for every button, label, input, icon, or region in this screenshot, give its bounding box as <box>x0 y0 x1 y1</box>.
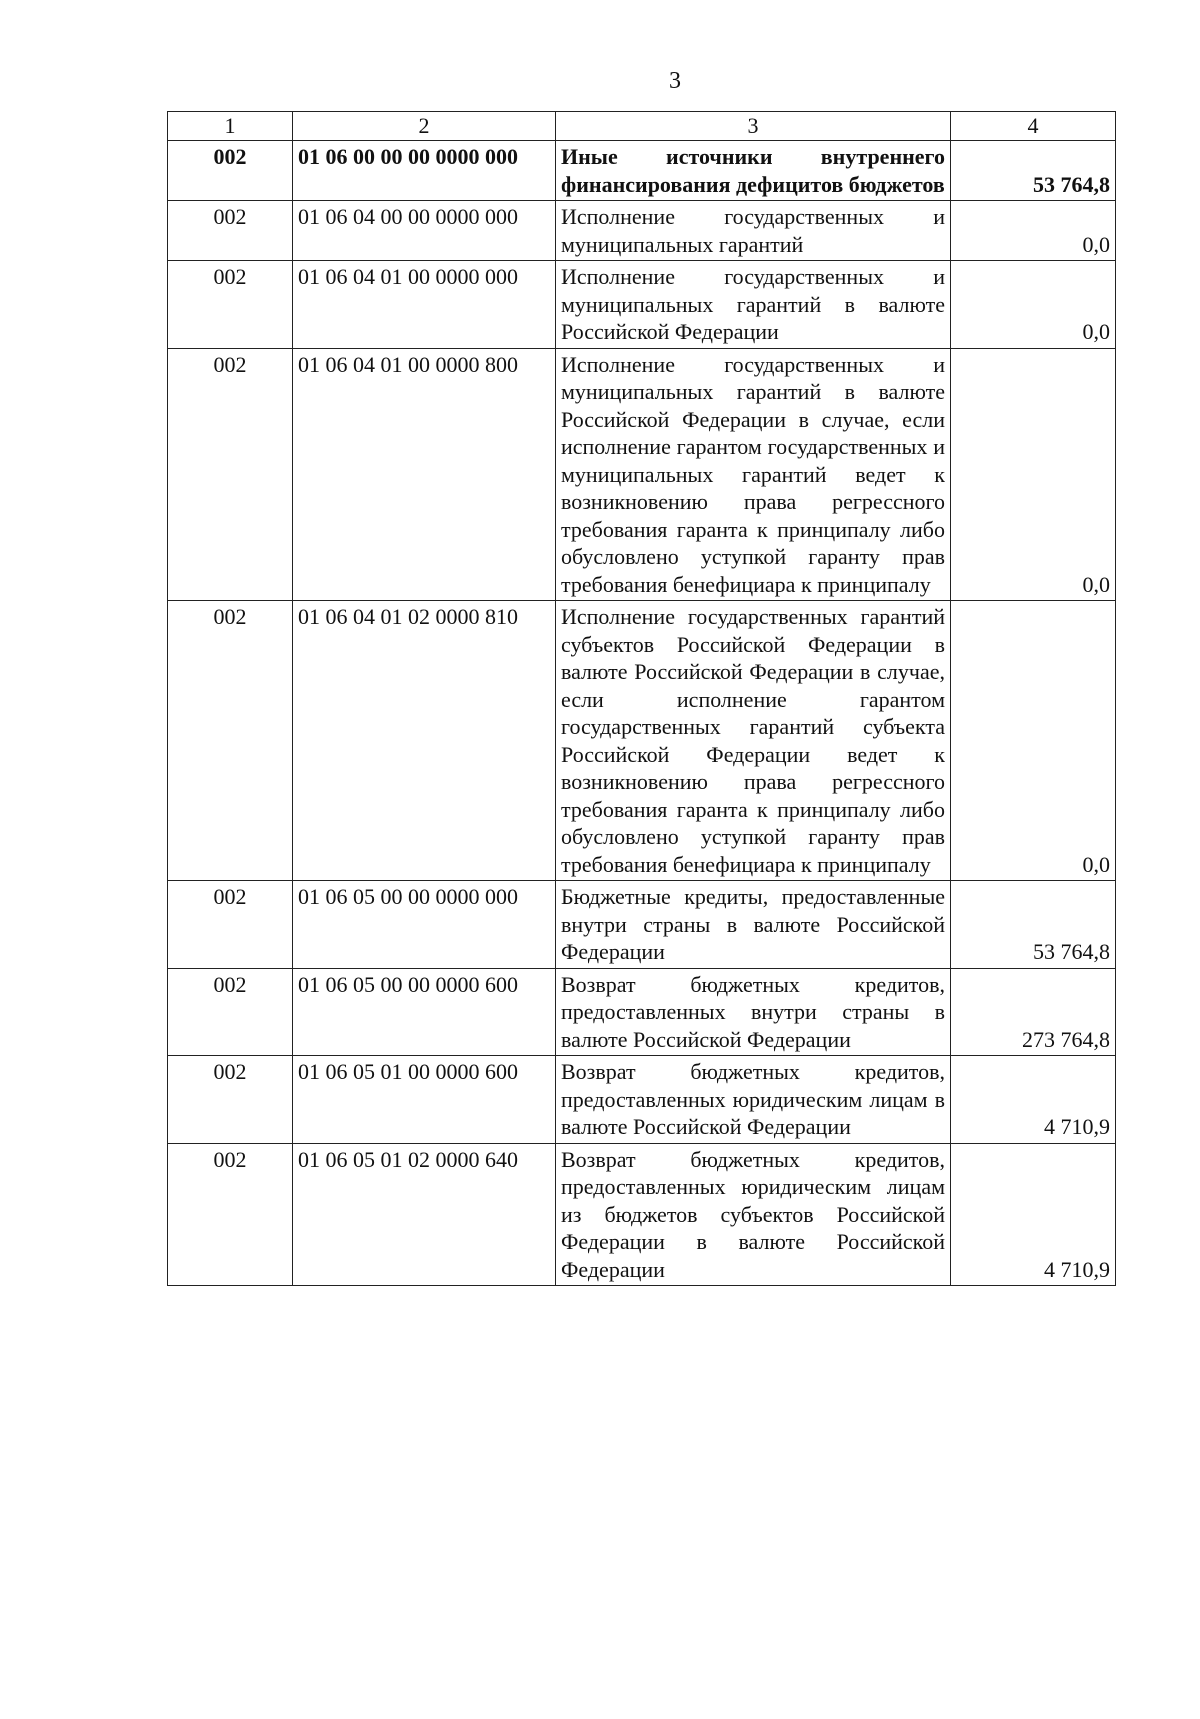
source-name-cell: Возврат бюджетных кредитов, предоставленных юридическим лицам из бюджетов субъектов Российской Федерации в валюте Российской Федерации <box>556 1143 951 1286</box>
admin-code-cell: 002 <box>168 968 293 1056</box>
classification-code-cell: 01 06 00 00 00 0000 000 <box>293 141 556 201</box>
classification-code-cell: 01 06 05 00 00 0000 600 <box>293 968 556 1056</box>
amount-cell: 53 764,8 <box>951 881 1116 969</box>
header-col-2: 2 <box>293 112 556 141</box>
admin-code-cell: 002 <box>168 601 293 881</box>
admin-code-cell: 002 <box>168 261 293 349</box>
table-header-row <box>168 112 1116 141</box>
amount-cell: 0,0 <box>951 201 1116 261</box>
source-name-cell: Исполнение государственных гарантий субъектов Российской Федерации в валюте Российской Федерации в случае, если исполнение гарантом государственных гарантий субъекта Российской Федерации ведет к возникновению права регрессного требования гаранта к принципалу либо обусловлено уступкой гаранту прав требования бенефициара к принципалу <box>556 601 951 881</box>
source-name-cell: Исполнение государственных и муниципальных гарантий в валюте Российской Федерации в случае, если исполнение гарантом государственных и муниципальных гарантий ведет к возникновению права регрессного требования гаранта к принципалу либо обусловлено уступкой гаранту прав требования бенефициара к принципалу <box>556 348 951 601</box>
table-row <box>168 881 1116 969</box>
header-col-1: 1 <box>168 112 293 141</box>
source-name-cell: Возврат бюджетных кредитов, предоставленных юридическим лицам в валюте Российской Федерации <box>556 1056 951 1144</box>
amount-cell: 0,0 <box>951 261 1116 349</box>
classification-code-cell: 01 06 05 01 02 0000 640 <box>293 1143 556 1286</box>
admin-code-cell: 002 <box>168 348 293 601</box>
amount-cell: 0,0 <box>951 601 1116 881</box>
header-col-3: 3 <box>556 112 951 141</box>
table-row <box>168 261 1116 349</box>
table-row <box>168 141 1116 201</box>
admin-code-cell: 002 <box>168 1056 293 1144</box>
admin-code-cell: 002 <box>168 141 293 201</box>
header-col-4: 4 <box>951 112 1116 141</box>
source-name-cell: Иные источники внутреннего финансирования дефицитов бюджетов <box>556 141 951 201</box>
amount-cell: 4 710,9 <box>951 1143 1116 1286</box>
classification-code-cell: 01 06 04 01 00 0000 800 <box>293 348 556 601</box>
classification-code-cell: 01 06 05 01 00 0000 600 <box>293 1056 556 1144</box>
table-row <box>168 201 1116 261</box>
source-name-cell: Бюджетные кредиты, предоставленные внутри страны в валюте Российской Федерации <box>556 881 951 969</box>
table-row <box>168 601 1116 881</box>
admin-code-cell: 002 <box>168 881 293 969</box>
amount-cell: 53 764,8 <box>951 141 1116 201</box>
budget-sources-table <box>167 111 1116 1286</box>
table-row <box>168 968 1116 1056</box>
page-number: 3 <box>669 68 681 94</box>
table-row <box>168 1056 1116 1144</box>
classification-code-cell: 01 06 05 00 00 0000 000 <box>293 881 556 969</box>
amount-cell: 0,0 <box>951 348 1116 601</box>
admin-code-cell: 002 <box>168 201 293 261</box>
source-name-cell: Исполнение государственных и муниципальных гарантий в валюте Российской Федерации <box>556 261 951 349</box>
table-row <box>168 1143 1116 1286</box>
admin-code-cell: 002 <box>168 1143 293 1286</box>
amount-cell: 273 764,8 <box>951 968 1116 1056</box>
table-row <box>168 348 1116 601</box>
amount-cell: 4 710,9 <box>951 1056 1116 1144</box>
source-name-cell: Исполнение государственных и муниципальных гарантий <box>556 201 951 261</box>
classification-code-cell: 01 06 04 01 00 0000 000 <box>293 261 556 349</box>
classification-code-cell: 01 06 04 00 00 0000 000 <box>293 201 556 261</box>
classification-code-cell: 01 06 04 01 02 0000 810 <box>293 601 556 881</box>
table-body <box>168 112 1116 1286</box>
source-name-cell: Возврат бюджетных кредитов, предоставленных внутри страны в валюте Российской Федерации <box>556 968 951 1056</box>
